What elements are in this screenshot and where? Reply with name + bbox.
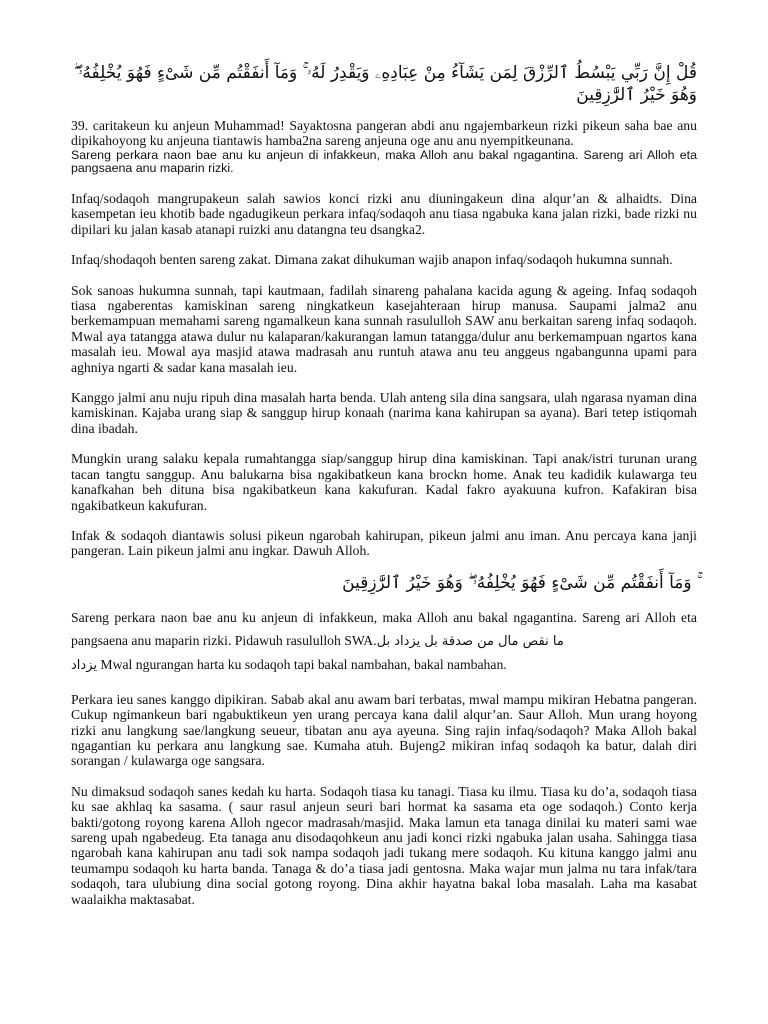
paragraph-4: Sok sanoas hukumna sunnah, tapi kautmaan, fadilah sinareng pahalana kacida agung & ageing. Infaq sodaqoh tiasa ngaberentas kamiskinan sareng ningkatkeun kasejahteraan hirup manusa. Saupami jalma2 anu berkemampuan memahami sareng ngamalkeun kana sunnah rasululloh SAW anu berkaitan sareng infaq sodaqoh. Mwal aya tatangga atawa dulur nu kalaparan/kakurangan lamun tatangga/dulur anu berkemampuan ngartos kana masalah ieu. Mowal aya masjid atawa madrasah anu runtuh atawa anu teu anggeus ngabangunna upami para aghniya ngarti & sadar kana masalah ieu. bbox=[71, 282, 697, 375]
quran-verse-mid: ۚ وَمَآ أَنفَقْتُم مِّن شَىْءٍ فَهُوَ يُخْلِفُهُۥ ۖ وَهُوَ خَيْرُ ٱلرَّٰزِقِينَ bbox=[342, 572, 697, 593]
quran-verse-top: قُلْ إِنَّ رَبِّي يَبْسُطُ ٱلرِّزْقَ لِمَن يَشَآءُ مِنْ عِبَادِهِۦ وَيَقْدِرُ لَهُۥ ۚ وَمَآ أَنفَقْتُم مِّن شَىْءٍ فَهُوَ يُخْلِفُهُۥ ۖ وَهُوَ خَيْرُ ٱلرَّٰزِقِينَ bbox=[73, 63, 697, 105]
hadith-arabic-end: يزداد bbox=[71, 657, 97, 673]
hadith-arabic: ما نقص مال من صدقة بل يزداد بل bbox=[376, 633, 564, 649]
paragraph-8 bbox=[71, 606, 697, 653]
paragraph-9-text: Mwal ngurangan harta ku sodaqoh tapi bakal nambahan, bakal nambahan. bbox=[96, 656, 507, 672]
paragraph-7: Infak & sodaqoh diantawis solusi pikeun ngarobah kahirupan, pikeun jalmi anu iman. Anu percaya kana janji pangeran. Lain pikeun jalmi anu ingkar. Dawuh Alloh. bbox=[71, 527, 697, 559]
paragraph-6: Mungkin urang salaku kepala rumahtangga siap/sanggup hirup dina kamiskinan. Tapi anak/istri turunan urang tacan tangtu sanggup. Anu balukarna bisa ngakibatkeun kana brockn home. Anak teu kadidik kulawarga teu kanafkahan beh dituna bisa ngakibatkeun kana kakufuran. Kadal fakro ayakuuna kufron. Kafakiran bisa ngakibatkeun kakufuran. bbox=[71, 451, 697, 513]
paragraph-5: Kanggo jalmi anu nuju ripuh dina masalah harta benda. Ulah anteng sila dina sangsara, ulah ngarasa nyaman dina kamiskinan. Kajaba urang siap & sanggup hirup konaah (narima kana kahirupan sa ayana). Bari tetep istiqomah dina ibadah. bbox=[71, 390, 697, 436]
paragraph-11: Nu dimaksud sodaqoh sanes kedah ku harta. Sodaqoh tiasa ku tanagi. Tiasa ku ilmu. Tiasa ku do’a, sodaqoh tiasa ku sae akhlaq ka sasama. ( saur rasul anjeun seuri bari hormat ka sasama eta oge sodaqoh.) Conto kerja bakti/gotong royong karena Alloh ngecor madrasah/masjid. Maka lamun eta tanaga dinilai ku materi sami wae sareng upah ngabedeug. Eta tanaga anu disodaqohkeun anu jadi konci rizki ngabuka jalan usaha. Sahingga tiasa ngarobah kana kahirupan anu tadi sok nampa sodaqoh jadi tukang mere sodaqoh. Ku kituna kanggo jalmi anu teumampu sodaqoh ku harta banda. Tanaga & do’a tiasa jadi gentosna. Maka wajar mun jalma nu tara infak/tara sodaqoh, tara ulubiung dina social gotong royong. Dina akhir hayatna bakal loba masalah. Laha ma kasabat waalaikha maktasabat. bbox=[71, 783, 697, 907]
translation-sans: Sareng perkara naon bae anu ku anjeun di infakkeun, maka Alloh anu bakal ngagantina. Sareng ari Alloh eta pangsaena anu maparin rizki. bbox=[71, 147, 697, 176]
paragraph-10: Perkara ieu sanes kanggo dipikiran. Sabab akal anu awam bari terbatas, mwal mampu mikiran Hebatna pangeran. Cukup ngimankeun bari ngabuktikeun yen urang percaya kana dalil alqur’an. Saur Alloh. Mun urang hoyong rizki anu langkung sae/langkung seueur, tibatan anu aya ayeuna. Sing rajin infaq/sodaqoh? Maka Alloh bakal ngagantian ku perkara anu langkung sae. Kumaha atuh. Bujeng2 mikiran infaq sodaqoh ka batur, dalah diri sorangan / kulawarga oge sangsara. bbox=[71, 691, 697, 769]
paragraph-translation bbox=[71, 118, 697, 176]
paragraph-9 bbox=[71, 653, 697, 677]
translation-serif: 39. caritakeun ku anjeun Muhammad! Sayaktosna pangeran abdi anu ngajembarkeun rizki pikeun saha bae anu dipikahoyong ku anjeuna tiantawis hamba2na sareng anjeuna oge anu anu nyempitkeunana. bbox=[71, 118, 697, 149]
paragraph-8-text: Sareng perkara naon bae anu ku anjeun di infakkeun, maka Alloh anu bakal ngagantina. Sareng ari Alloh eta pangsaena anu maparin rizki. Pidawuh rasululloh SWA. bbox=[71, 609, 697, 648]
paragraph-3: Infaq/shodaqoh benten sareng zakat. Dimana zakat dihukuman wajib anapon infaq/sodaqoh hukumna sunnah. bbox=[71, 252, 673, 268]
paragraph-2: Infaq/sodaqoh mangrupakeun salah sawios konci rizki anu diuningakeun dina alqur’an & alhaidts. Dina kasempetan ieu khotib bade ngadugikeun perkara infaq/sodaqoh anu tiasa ngabuka kana jalan rizki, bade rizki nu dipilari ku jalan kasab atanapi ruizki anu datangna teu dsangka2. bbox=[71, 191, 697, 237]
